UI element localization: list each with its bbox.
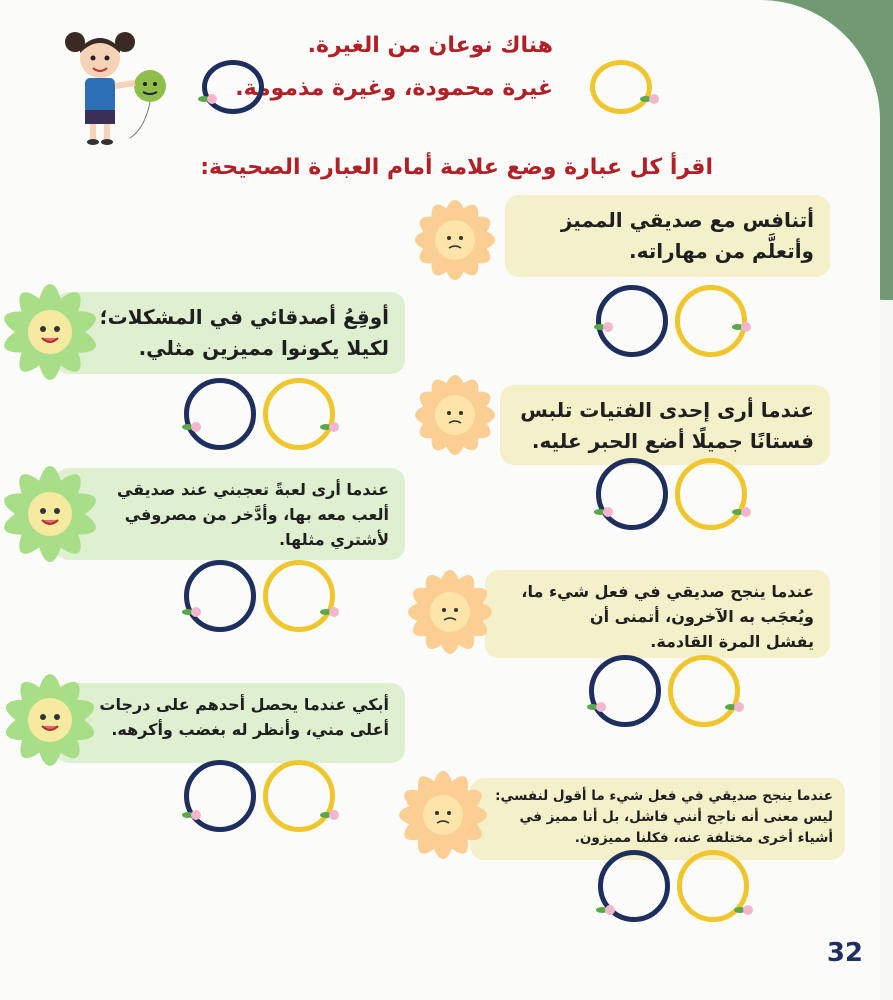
page-number: 32 [826,938,863,968]
answer-circle-blue[interactable] [596,458,668,530]
flower-leaf-icon [594,505,614,519]
statement-line: ليس معنى أنه ناجح أنني فاشل، بل أنا مميز في [519,808,833,825]
flower-leaf-icon [734,903,754,917]
statement-line: عندما ينجح صديقي في فعل شيء ما، [521,582,814,601]
intro-line-1: هناك نوعان من الغيرة. [307,33,553,58]
flower-leaf-icon [732,505,752,519]
answer-circle-blue[interactable] [184,560,256,632]
flower-icon [0,660,110,780]
instruction-text: اقرأ كل عبارة وضع علامة أمام العبارة الصحيحة: [200,155,713,180]
intro-line-2: غيرة محمودة، وغيرة مذمومة. [235,76,553,101]
flower-leaf-icon [182,605,202,619]
statement-line: عندما أرى إحدى الفتيات تلبس [520,398,814,422]
statement-box [500,385,830,465]
statement-box [470,778,845,860]
statement-line: وأتعلَّم من مهاراته. [629,239,814,263]
answer-circle-yellow[interactable] [263,378,335,450]
answer-circle-blue[interactable] [589,655,661,727]
statement-line: يفشل المرة القادمة. [650,631,814,651]
flower-leaf-icon [587,700,607,714]
statement-line: أتنافس مع صديقي المميز [560,208,814,232]
statement-line: عندما أرى لعبةً تعجبني عند صديقي [116,480,389,499]
statement-box [485,570,830,658]
flower-leaf-icon [320,808,340,822]
flower-leaf-icon [320,420,340,434]
girl-illustration [55,28,170,148]
statement-line: لأشتري مثلها. [279,529,389,549]
flower-icon [390,560,510,665]
answer-circle-yellow[interactable] [668,655,740,727]
statement-line: فستانًا جميلًا أضع الحبر عليه. [531,429,814,453]
flower-icon [395,190,515,290]
answer-circle-yellow[interactable] [675,458,747,530]
flower-icon [383,760,503,870]
answer-circle-blue[interactable] [184,378,256,450]
flower-leaf-icon [725,700,745,714]
flower-icon [395,365,515,465]
flower-leaf-icon [182,808,202,822]
flower-leaf-icon [182,420,202,434]
answer-circle-yellow[interactable] [263,560,335,632]
flower-leaf-icon [594,320,614,334]
statement-box [505,195,830,277]
flower-leaf-icon [320,605,340,619]
flower-icon [0,452,110,577]
statement-line: أوقِعُ أصدقائي في المشكلات؛ [99,305,389,329]
statement-line: أعلى مني، وأنظر له بغضب وأكرهه. [111,719,389,739]
statement-line: لكيلا يكونوا مميزين مثلي. [138,336,389,360]
statement-line: أشياء أخرى مختلفة عنه، فكلنا مميزون. [574,829,833,846]
statement-line: ألعب معه بها، وأدَّخر من مصروفي [124,504,389,524]
flower-leaf-icon [596,903,616,917]
statement-line: أبكي عندما يحصل أحدهم على درجات [99,695,389,714]
statement-line: ويُعجَب به الآخرون، أتمنى أن [589,606,814,626]
flower-leaf-icon [198,92,218,106]
flower-leaf-icon [640,92,660,106]
flower-leaf-icon [732,320,752,334]
statement-line: عندما ينجح صديقي في فعل شيء ما أقول لنفسي: [495,788,833,804]
flower-icon [0,270,110,395]
